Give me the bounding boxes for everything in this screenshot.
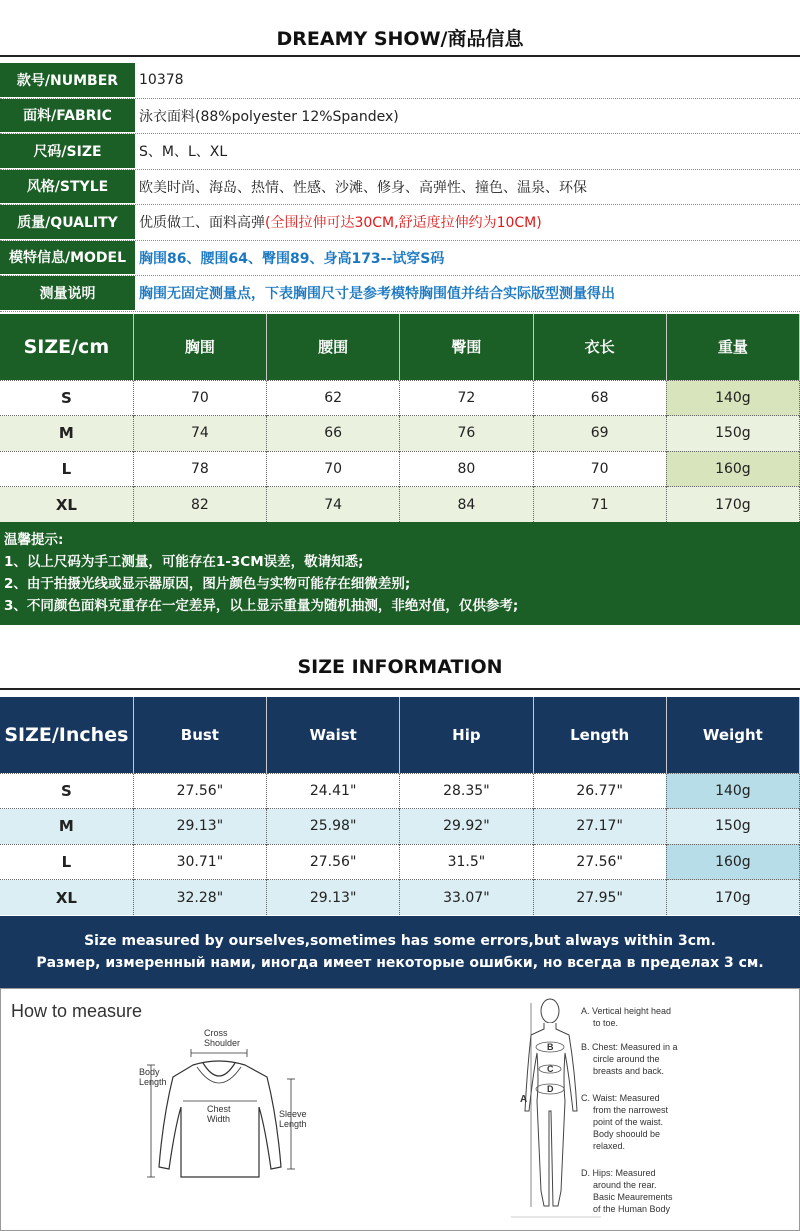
weight-cell: 150g	[666, 809, 799, 845]
table-cell: 74	[133, 416, 266, 452]
size-cell: S	[0, 380, 133, 416]
table-cell: 70	[267, 451, 400, 487]
table-cell: 82	[133, 487, 266, 523]
table-header: 重量	[666, 314, 799, 380]
info-row-size	[0, 134, 800, 170]
info-label: 款号/NUMBER	[0, 63, 136, 98]
table-cell: 29.13"	[133, 809, 266, 845]
size-cell: S	[0, 773, 133, 809]
info-value: 10378	[139, 72, 184, 89]
desc-line: to toe.	[593, 1018, 619, 1028]
quality-stretch-note: (全围拉伸可达30CM,舒适度拉伸约为10CM)	[265, 215, 542, 232]
table-cell: 70	[533, 451, 666, 487]
table-cell: 27.56"	[133, 773, 266, 809]
section-title-size-information: SIZE INFORMATION	[297, 656, 503, 678]
table-row	[0, 773, 800, 809]
desc-line: from the narrowest	[593, 1105, 669, 1115]
desc-line: A. Vertical height head	[581, 1006, 672, 1016]
title-underline	[0, 55, 800, 57]
table-row	[0, 880, 800, 916]
sleeve-length-label: Length	[279, 1119, 307, 1129]
desc-line: around the rear.	[593, 1180, 657, 1190]
desc-line: D. Hips: Measured	[581, 1168, 656, 1178]
table-header: 胸围	[133, 314, 266, 380]
label-d: D	[547, 1084, 554, 1094]
table-header: SIZE/Inches	[0, 697, 133, 773]
table-cell: 24.41"	[267, 773, 400, 809]
info-row-style	[0, 170, 800, 206]
info-row-fabric	[0, 99, 800, 135]
table-row	[0, 487, 800, 523]
label-c: C	[547, 1064, 554, 1074]
table-header-row	[0, 697, 800, 773]
table-cell: 31.5"	[400, 844, 533, 880]
cross-shoulder-label: Shoulder	[204, 1038, 241, 1048]
desc-line: circle around the	[593, 1054, 660, 1064]
size-table-inches	[0, 697, 800, 915]
body-length-label: Length	[139, 1077, 167, 1087]
info-label: 模特信息/MODEL	[0, 241, 136, 276]
table-header: SIZE/cm	[0, 314, 133, 380]
table-header: 臀围	[400, 314, 533, 380]
info-value: S、M、L、XL	[139, 144, 228, 161]
info-label: 尺码/SIZE	[0, 134, 136, 169]
weight-cell: 170g	[666, 880, 799, 916]
table-cell: 76	[400, 416, 533, 452]
weight-cell: 160g	[666, 844, 799, 880]
size-cell: M	[0, 416, 133, 452]
table-cell: 29.92"	[400, 809, 533, 845]
info-label: 风格/STYLE	[0, 170, 136, 205]
info-value: 胸围无固定测量点，下表胸围尺寸是参考模特胸围值并结合实际版型测量得出	[139, 286, 615, 303]
desc-line: relaxed.	[593, 1141, 626, 1151]
table-row	[0, 380, 800, 416]
info-row-number	[0, 63, 800, 99]
sleeve-length-label: Sleeve	[279, 1109, 307, 1119]
tips-line: 2、由于拍摄光线或显示器原因，图片颜色与实物可能存在细微差别;	[4, 576, 411, 592]
table-cell: 25.98"	[267, 809, 400, 845]
tips-title: 温馨提示:	[4, 532, 64, 548]
table-cell: 69	[533, 416, 666, 452]
info-value: 欧美时尚、海岛、热情、性感、沙滩、修身、高弹性、撞色、温泉、环保	[139, 179, 587, 196]
info-value: 泳衣面料(88%polyester 12%Spandex)	[139, 108, 399, 125]
chest-width-label: Width	[207, 1114, 231, 1124]
table-cell: 84	[400, 487, 533, 523]
desc-line: of the Human Body	[593, 1204, 671, 1214]
table-cell: 26.77"	[533, 773, 666, 809]
label-a: A	[520, 1094, 528, 1105]
title-underline	[0, 688, 800, 690]
disclaimer-box	[0, 916, 800, 988]
table-cell: 27.17"	[533, 809, 666, 845]
table-cell: 74	[267, 487, 400, 523]
sweater-diagram	[131, 1027, 331, 1227]
size-cell: L	[0, 451, 133, 487]
quality-text: 优质做工、面料高弹	[139, 215, 265, 232]
info-value: 胸围86、腰围64、臀围89、身高173--试穿S码	[139, 250, 445, 267]
size-table-cm	[0, 314, 800, 522]
table-row	[0, 416, 800, 452]
table-cell: 66	[267, 416, 400, 452]
size-cell: XL	[0, 487, 133, 523]
desc-line: breasts and back.	[593, 1066, 665, 1076]
table-header: 腰围	[267, 314, 400, 380]
table-cell: 33.07"	[400, 880, 533, 916]
tips-line: 1、以上尺码为手工测量，可能存在1-3CM误差，敬请知悉;	[4, 554, 364, 570]
size-cell: M	[0, 809, 133, 845]
table-cell: 70	[133, 380, 266, 416]
info-label: 面料/FABRIC	[0, 99, 136, 134]
size-cell: XL	[0, 880, 133, 916]
table-cell: 71	[533, 487, 666, 523]
weight-cell: 150g	[666, 416, 799, 452]
table-header-row	[0, 314, 800, 380]
info-label: 质量/QUALITY	[0, 205, 136, 240]
disclaimer-english: Size measured by ourselves,sometimes has some errors,but always within 3cm.	[84, 933, 716, 949]
desc-line: C. Waist: Measured	[581, 1093, 660, 1103]
table-header: Bust	[133, 697, 266, 773]
measure-desc-d	[581, 1167, 699, 1215]
table-cell: 27.95"	[533, 880, 666, 916]
table-header: Weight	[666, 697, 799, 773]
section-title-product-info: DREAMY SHOW/商品信息	[276, 28, 524, 50]
weight-cell: 140g	[666, 773, 799, 809]
table-cell: 80	[400, 451, 533, 487]
table-cell: 30.71"	[133, 844, 266, 880]
body-length-label: Body	[139, 1067, 160, 1077]
table-cell: 27.56"	[267, 844, 400, 880]
info-label: 测量说明	[0, 276, 136, 311]
measure-desc-c	[581, 1092, 699, 1152]
table-header: Length	[533, 697, 666, 773]
info-row-quality	[0, 205, 800, 241]
product-info-table	[0, 63, 800, 312]
label-b: B	[547, 1042, 554, 1052]
table-header: 衣长	[533, 314, 666, 380]
table-row	[0, 451, 800, 487]
table-header: Hip	[400, 697, 533, 773]
info-row-model	[0, 241, 800, 277]
info-value	[136, 205, 800, 240]
weight-cell: 160g	[666, 451, 799, 487]
how-to-measure-title: How to measure	[11, 1001, 143, 1021]
table-cell: 62	[267, 380, 400, 416]
weight-cell: 170g	[666, 487, 799, 523]
measure-desc-a	[581, 1005, 699, 1029]
how-to-measure-panel	[0, 988, 800, 1231]
cross-shoulder-label: Cross	[204, 1028, 228, 1038]
chest-width-label: Chest	[207, 1104, 231, 1114]
size-cell: L	[0, 844, 133, 880]
measure-desc-b	[581, 1041, 699, 1077]
table-row	[0, 844, 800, 880]
table-cell: 32.28"	[133, 880, 266, 916]
table-cell: 78	[133, 451, 266, 487]
tips-box	[0, 522, 800, 625]
disclaimer-russian: Размер, измеренный нами, иногда имеет некоторые ошибки, но всегда в пределах 3 см.	[36, 955, 764, 971]
table-cell: 28.35"	[400, 773, 533, 809]
table-cell: 68	[533, 380, 666, 416]
desc-line: B. Chest: Measured in a	[581, 1042, 678, 1052]
table-cell: 27.56"	[533, 844, 666, 880]
weight-cell: 140g	[666, 380, 799, 416]
info-row-measure-note	[0, 276, 800, 312]
table-cell: 72	[400, 380, 533, 416]
table-cell: 29.13"	[267, 880, 400, 916]
table-header: Waist	[267, 697, 400, 773]
desc-line: point of the waist.	[593, 1117, 664, 1127]
tips-line: 3、不同颜色面料克重存在一定差异，以上显示重量为随机抽测，非绝对值，仅供参考;	[4, 598, 519, 614]
desc-line: Basic Meaurements	[593, 1192, 673, 1202]
table-row	[0, 809, 800, 845]
desc-line: Body shoould be	[593, 1129, 661, 1139]
